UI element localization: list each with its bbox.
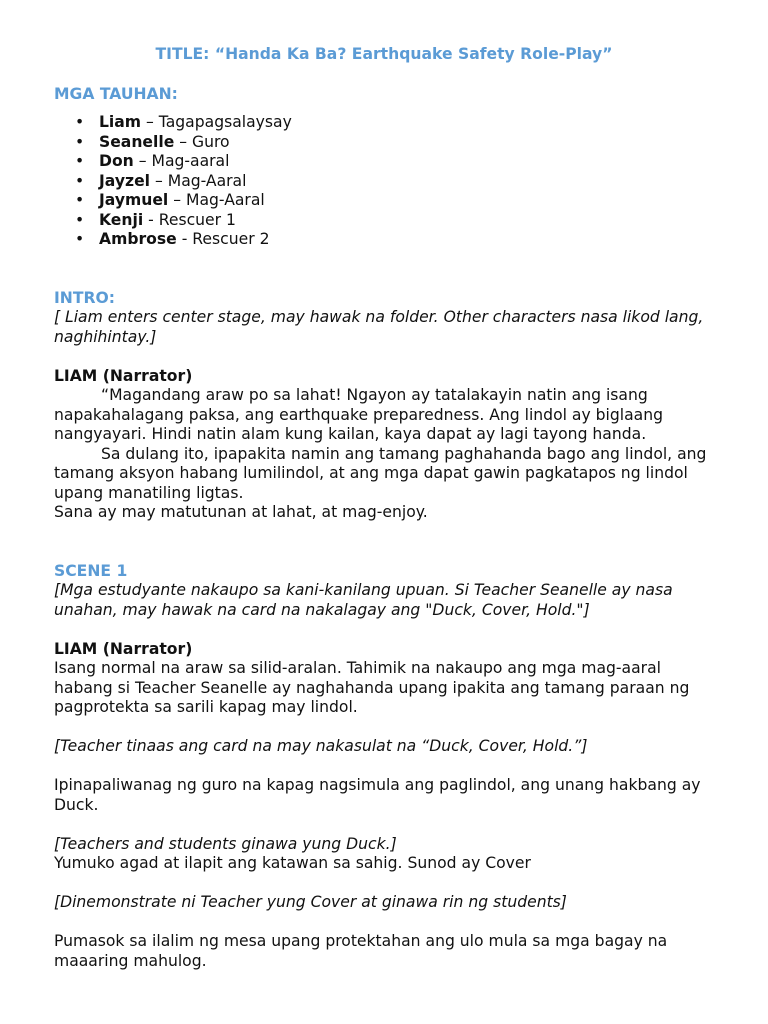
cast-item — [99, 133, 714, 153]
cast-sep: – — [133, 152, 152, 170]
cast-name: Ambrose — [99, 230, 177, 248]
cast-sep: – — [174, 132, 192, 151]
intro-paragraph: Sa dulang ito, ipapakita namin ang tamang paghahanda bago ang lindol, ang tamang aksyon habang lumilindol, at ang mga dapat gawin pagkatapos ng lindol upang manatiling ligtas. — [54, 444, 707, 502]
scene1-paragraph: Ipinapaliwanag ng guro na kapag nagsimula ang paglindol, ang unang hakbang ay Duck. — [54, 776, 701, 814]
cast-list — [54, 113, 714, 250]
cast-role: Mag-Aaral — [167, 171, 247, 190]
cast-role: Mag-Aaral — [186, 191, 265, 209]
cast-sep: – — [168, 191, 186, 209]
cast-sep: - — [176, 230, 193, 248]
cast-item — [99, 152, 714, 172]
scene1-speaker: LIAM (Narrator) — [54, 639, 193, 658]
scene1-paragraph: Yumuko agad at ilapit ang katawan sa sahig. Sunod ay Cover — [54, 854, 531, 872]
cast-name: Jaymuel — [99, 191, 169, 209]
cast-name: Kenji — [99, 210, 144, 229]
cast-role: Guro — [192, 132, 230, 151]
cast-item — [99, 191, 714, 211]
scene1-paragraph: Pumasok sa ilalim ng mesa upang protektahan ang ulo mula sa mga bagay na maaaring mahulog. — [54, 932, 668, 970]
scene1-stage-direction: [Teachers and students ginawa yung Duck.] — [54, 834, 397, 853]
cast-heading: MGA TAUHAN: — [54, 84, 178, 103]
cast-sep: - — [143, 210, 159, 229]
cast-name: Liam — [99, 113, 142, 131]
scene1-stage-direction: [Dinemonstrate ni Teacher yung Cover at ginawa rin ng students] — [54, 893, 567, 911]
cast-item — [99, 172, 714, 192]
doc-title: TITLE: “Handa Ka Ba? Earthquake Safety Role-Play” — [155, 45, 613, 63]
cast-sep: – — [141, 113, 159, 131]
intro-paragraph: “Magandang araw po sa lahat! Ngayon ay tatalakayin natin ang isang napakahalagang paksa, ang earthquake preparedness. Ang lindol ay biglaang nangyayari. Hindi natin alam kung kailan, kaya dapat ay lagi tayong handa. — [54, 386, 664, 443]
cast-role: Tagapagsalaysay — [158, 113, 292, 131]
cast-item — [99, 211, 714, 231]
cast-name: Don — [99, 152, 134, 170]
cast-item — [99, 230, 714, 250]
intro-paragraph: Sana ay may matutunan at lahat, at mag-enjoy. — [54, 503, 428, 521]
cast-name: Seanelle — [99, 132, 175, 151]
scene1-heading: SCENE 1 — [54, 561, 128, 580]
cast-role: Rescuer 1 — [158, 210, 236, 229]
intro-stage-direction: [ Liam enters center stage, may hawak na folder. Other characters nasa likod lang, naghihintay.] — [54, 308, 704, 346]
document-body — [54, 45, 714, 971]
scene1-stage-direction: [Mga estudyante nakaupo sa kani-kanilang upuan. Si Teacher Seanelle ay nasa unahan, may hawak na card na nakalagay ang "Duck, Cover, Hold."] — [54, 581, 673, 619]
cast-item — [99, 113, 714, 133]
intro-heading: INTRO: — [54, 288, 115, 307]
cast-role: Mag-aaral — [151, 152, 230, 170]
intro-speaker: LIAM (Narrator) — [54, 366, 193, 385]
cast-sep: – — [150, 171, 168, 190]
scene1-stage-direction: [Teacher tinaas ang card na may nakasulat na “Duck, Cover, Hold.”] — [54, 737, 588, 755]
cast-name: Jayzel — [99, 171, 151, 190]
cast-role: Rescuer 2 — [192, 230, 270, 248]
scene1-paragraph: Isang normal na araw sa silid-aralan. Tahimik na nakaupo ang mga mag-aaral habang si Teacher Seanelle ay naghahanda upang ipakita ang tamang paraan ng pagprotekta sa sarili kapag may lindol. — [54, 659, 690, 716]
